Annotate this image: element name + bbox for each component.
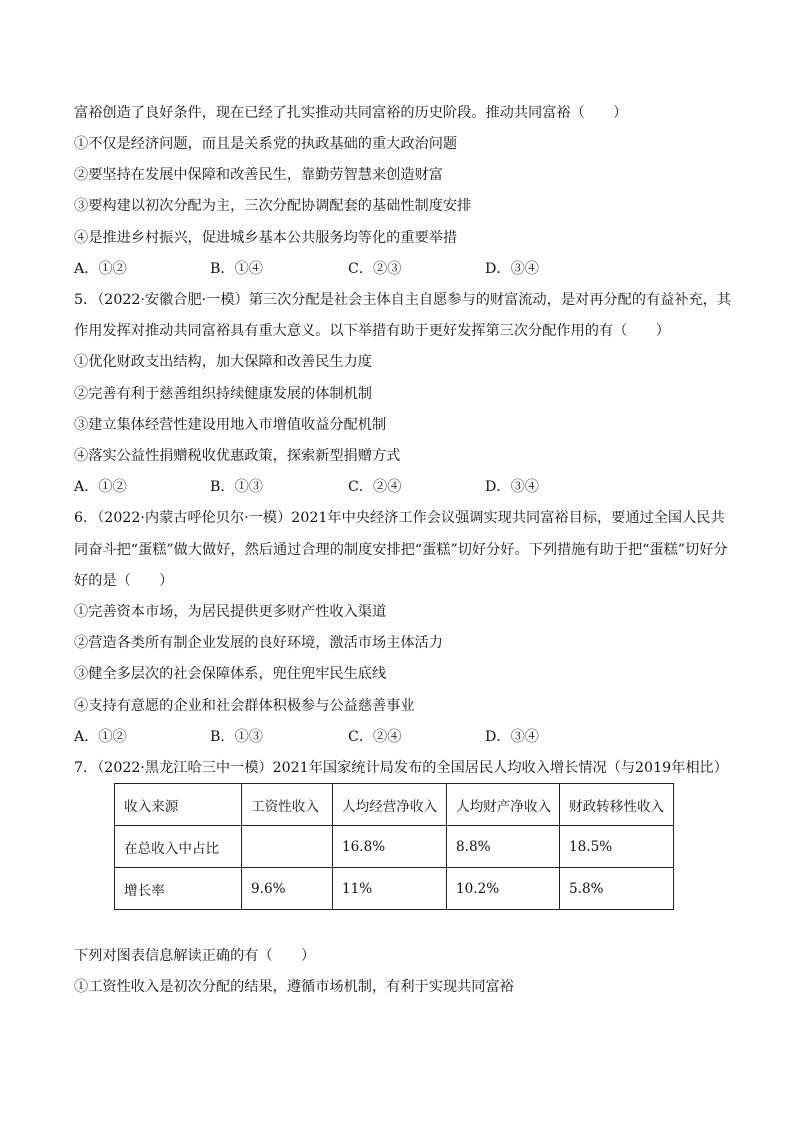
q5-item-2: ②完善有利于慈善组织持续健康发展的体制机制: [74, 386, 372, 402]
q6-item-1: ①完善资本市场，为居民提供更多财产性收入渠道: [74, 604, 387, 620]
table-cell: 增长率: [115, 868, 242, 910]
q5-stem-line-2: 作用发挥对推动共同富裕具有重大意义。以下举措有助于更好发挥第三次分配作用的有（ ）: [74, 323, 670, 339]
q6-stem-line-2: 同奋斗把“蛋糕”做大做好，然后通过合理的制度安排把“蛋糕”切好分好。下列措施有助于把“蛋糕”切好分: [74, 542, 728, 558]
q4-option-c: C．②③: [348, 261, 402, 277]
q6-item-2: ②营造各类所有制企业发展的良好环境，激活市场主体活力: [74, 635, 443, 651]
q4-option-b: B．①④: [210, 261, 263, 277]
table-header-cell: 工资性收入: [242, 784, 333, 826]
q6-option-c: C．②④: [348, 729, 402, 745]
q4-option-d: D．③④: [485, 261, 539, 277]
table-header-cell: 财政转移性收入: [560, 784, 674, 826]
q6-option-b: B．①③: [210, 729, 263, 745]
q4-item-2: ②要坚持在发展中保障和改善民生，靠勤劳智慧来创造财富: [74, 167, 443, 183]
table-row: [115, 826, 674, 868]
q5-option-c: C．②④: [348, 479, 402, 495]
q7-ask: 下列对图表信息解读正确的有（ ）: [74, 948, 316, 964]
q5-option-a: A．①②: [74, 479, 127, 495]
table-header-cell: 收入来源: [115, 784, 242, 826]
q5-item-1: ①优化财政支出结构，加大保障和改善民生力度: [74, 354, 372, 370]
table-cell: 8.8%: [447, 826, 560, 868]
table-cell: 16.8%: [333, 826, 447, 868]
table-cell: 在总收入中占比: [115, 826, 242, 868]
q5-stem-line-1: 5．（2022·安徽合肥·一模）第三次分配是社会主体自主自愿参与的财富流动，是对再分配的有益补充，其: [74, 292, 732, 308]
table-row: [115, 868, 674, 910]
q4-stem-continuation: 富裕创造了良好条件，现在已经了扎实推动共同富裕的历史阶段。推动共同富裕（ ）: [74, 105, 628, 121]
q7-stem: 7．（2022·黑龙江哈三中一模）2021年国家统计局发布的全国居民人均收入增长情况（与2019年相比）: [74, 760, 728, 776]
q4-item-3: ③要构建以初次分配为主，三次分配协调配套的基础性制度安排: [74, 198, 472, 214]
q4-item-4: ④是推进乡村振兴，促进城乡基本公共服务均等化的重要举措: [74, 230, 458, 246]
q6-stem-line-1: 6．（2022·内蒙古呼伦贝尔·一模）2021年中央经济工作会议强调实现共同富裕目标，要通过全国人民共: [74, 510, 725, 526]
q6-item-4: ④支持有意愿的企业和社会群体积极参与公益慈善事业: [74, 698, 415, 714]
table-cell: 10.2%: [447, 868, 560, 910]
table-cell: 9.6%: [242, 868, 333, 910]
table-cell: 5.8%: [560, 868, 674, 910]
table-cell: [242, 826, 333, 868]
table-cell: 11%: [333, 868, 447, 910]
q6-option-d: D．③④: [485, 729, 539, 745]
income-table: [114, 783, 674, 910]
table-cell: 18.5%: [560, 826, 674, 868]
q6-option-a: A．①②: [74, 729, 127, 745]
q5-option-b: B．①③: [210, 479, 263, 495]
q6-item-3: ③健全多层次的社会保障体系，兜住兜牢民生底线: [74, 666, 387, 682]
q5-item-4: ④落实公益性捐赠税收优惠政策，探索新型捐赠方式: [74, 448, 401, 464]
table-header-cell: 人均财产净收入: [447, 784, 560, 826]
q5-option-d: D．③④: [485, 479, 539, 495]
q4-item-1: ①不仅是经济问题，而且是关系党的执政基础的重大政治问题: [74, 136, 458, 152]
q5-item-3: ③建立集体经营性建设用地入市增值收益分配机制: [74, 417, 387, 433]
q4-option-a: A．①②: [74, 261, 127, 277]
table-header-cell: 人均经营净收入: [333, 784, 447, 826]
q7-item-1: ①工资性收入是初次分配的结果，遵循市场机制，有利于实现共同富裕: [74, 979, 514, 995]
table-header-row: [115, 784, 674, 826]
q6-stem-line-3: 好的是（ ）: [74, 573, 174, 589]
